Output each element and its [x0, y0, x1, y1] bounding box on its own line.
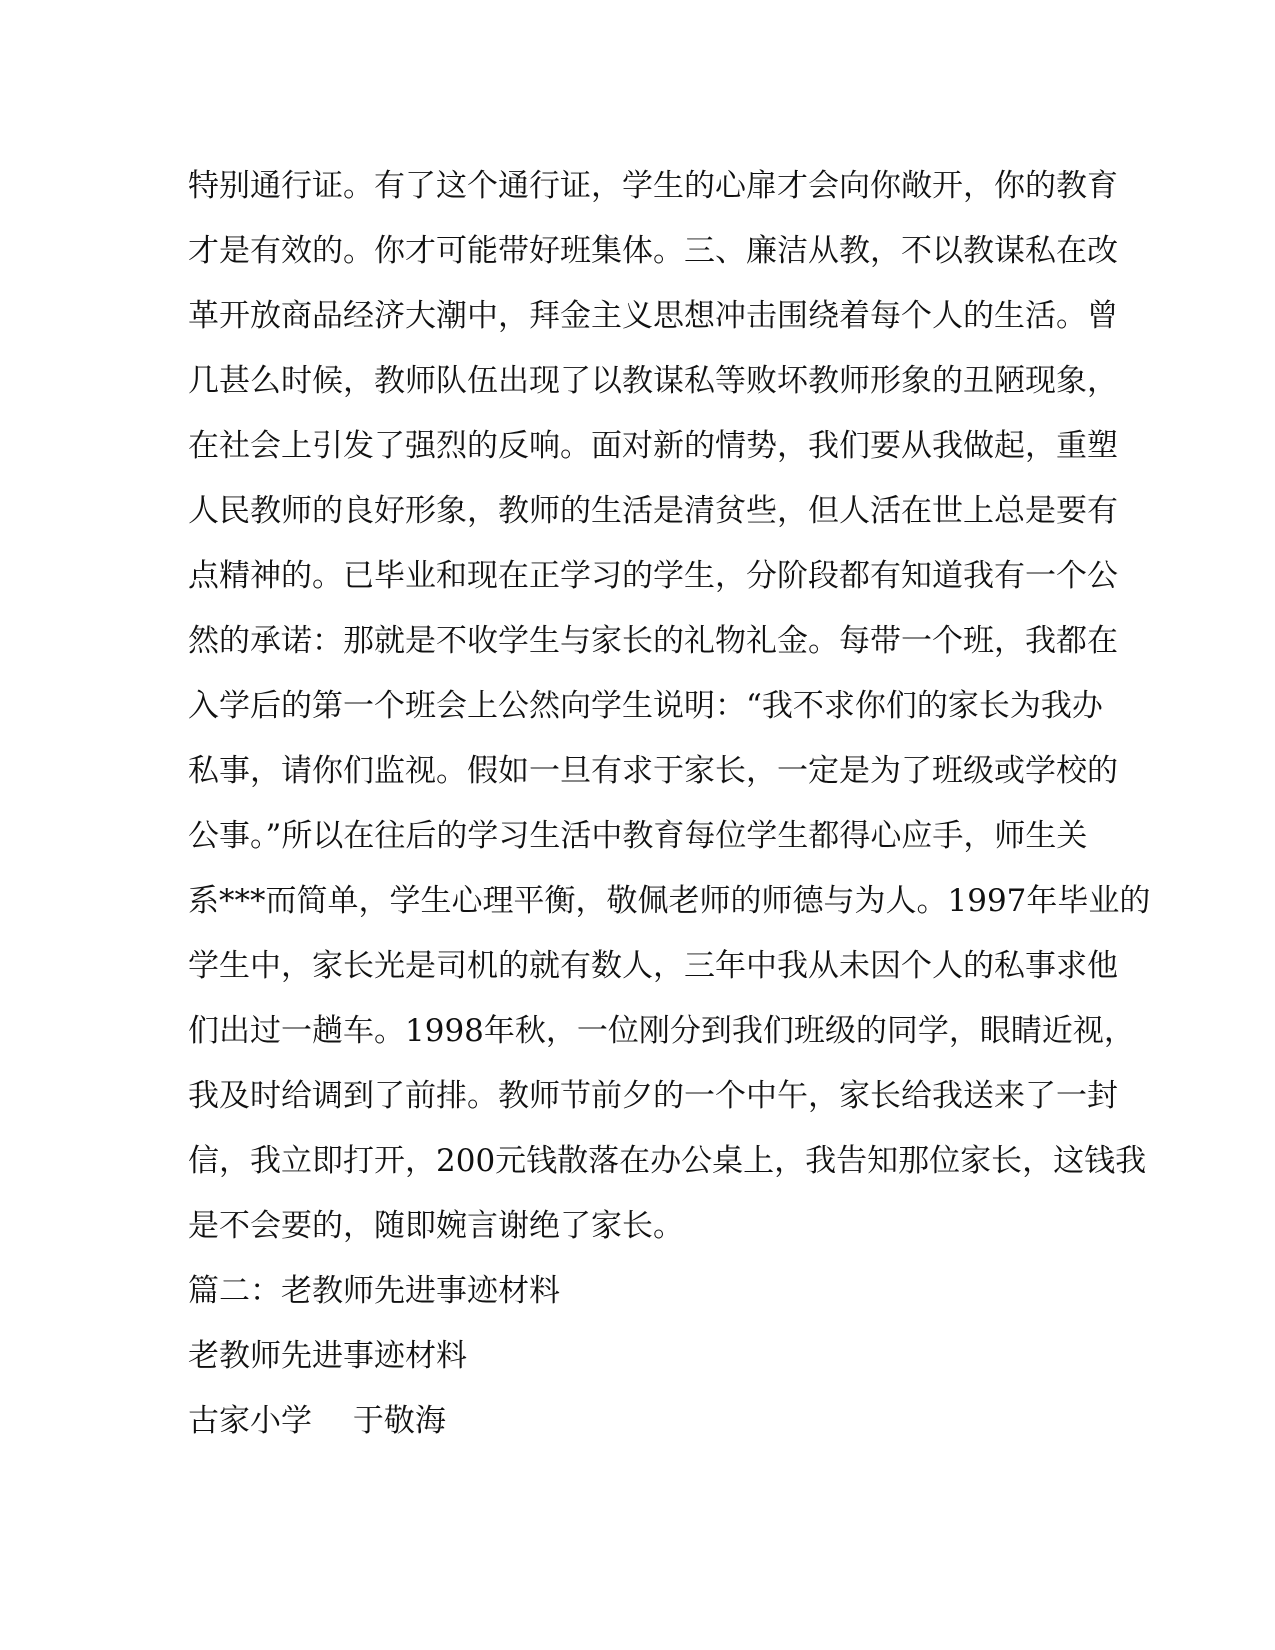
body-line: 学生中，家长光是司机的就有数人，三年中我从未因个人的私事求他 [188, 948, 1118, 984]
body-line: 然的承诺：那就是不收学生与家长的礼物礼金。每带一个班，我都在 [188, 623, 1118, 659]
body-line: 才是有效的。你才可能带好班集体。三、廉洁从教，不以教谋私在改 [188, 233, 1118, 269]
body-line: 公事。”所以在往后的学习生活中教育每位学生都得心应手，师生关 [188, 818, 1088, 854]
author-line: 古家小学 于敬海 [188, 1403, 446, 1439]
document-title: 老教师先进事迹材料 [188, 1338, 467, 1374]
body-line: 系***而简单，学生心理平衡，敬佩老师的师德与为人。1997年毕业的 [188, 883, 1151, 919]
body-line: 是不会要的，随即婉言谢绝了家长。 [188, 1208, 684, 1244]
body-line: 点精神的。已毕业和现在正学习的学生，分阶段都有知道我有一个公 [188, 558, 1118, 594]
body-line: 信，我立即打开，200元钱散落在办公桌上，我告知那位家长，这钱我 [188, 1143, 1147, 1179]
body-line: 私事，请你们监视。假如一旦有求于家长，一定是为了班级或学校的 [188, 753, 1118, 789]
section-heading: 篇二：老教师先进事迹材料 [188, 1273, 560, 1309]
body-line: 我及时给调到了前排。教师节前夕的一个中午，家长给我送来了一封 [188, 1078, 1118, 1114]
document-body [188, 154, 1151, 1454]
body-line: 革开放商品经济大潮中，拜金主义思想冲击围绕着每个人的生活。曾 [188, 298, 1118, 334]
body-line: 人民教师的良好形象，教师的生活是清贫些，但人活在世上总是要有 [188, 493, 1118, 529]
body-line: 在社会上引发了强烈的反响。面对新的情势，我们要从我做起，重塑 [188, 428, 1118, 464]
body-line: 入学后的第一个班会上公然向学生说明：“我不求你们的家长为我办 [188, 688, 1103, 724]
body-line: 们出过一趟车。1998年秋，一位刚分到我们班级的同学，眼睛近视， [188, 1013, 1135, 1049]
body-line: 几甚么时候，教师队伍出现了以教谋私等败坏教师形象的丑陋现象， [188, 363, 1118, 399]
body-line: 特别通行证。有了这个通行证，学生的心扉才会向你敞开，你的教育 [188, 168, 1118, 204]
